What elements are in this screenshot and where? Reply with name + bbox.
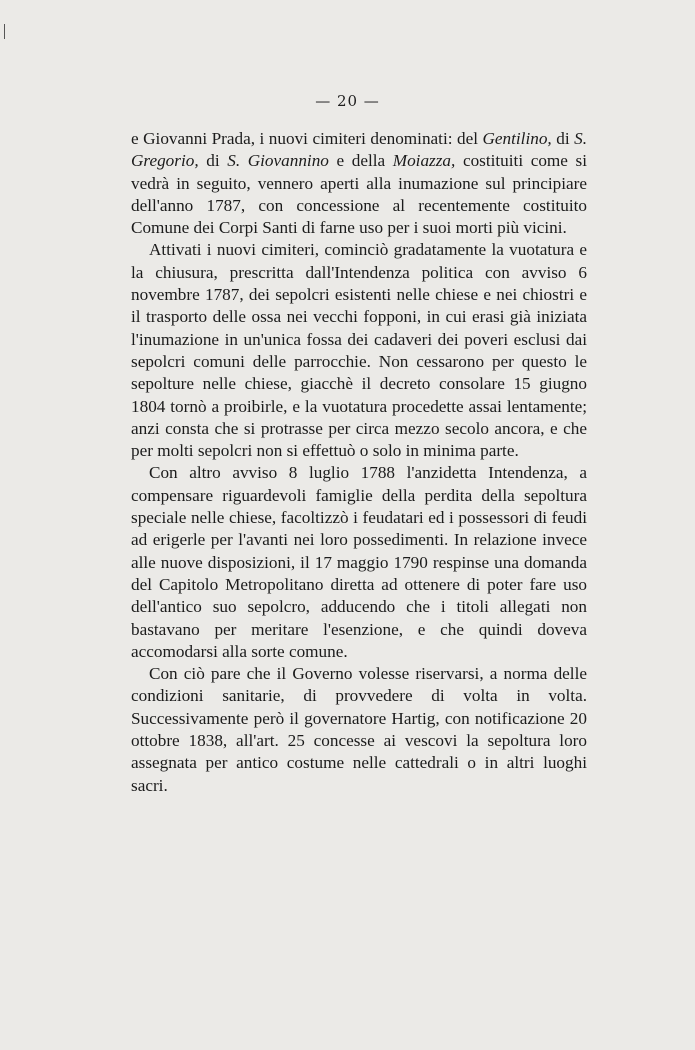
text-run: e della xyxy=(328,151,393,171)
text-run: Con ciò pare che il Governo volesse riservarsi, a norma delle condizioni sanitarie, di provvedere di volta in volta. Successivamente però il governatore Hartig, con notificazione 20 ottobre 1838, all'art. 25 concesse ai vescovi la sepoltura loro assegnata per antico costume nelle cattedrali o in altri luoghi sacri. xyxy=(131,664,587,795)
text-run: e Giovanni Prada, i nuovi cimiteri denominati: del xyxy=(131,129,483,148)
italic-place-name: S. Giovannino xyxy=(227,151,329,171)
text-run: Attivati i nuovi cimiteri, cominciò gradatamente la vuotatura e la chiusura, prescritta dall'Intendenza politica con avviso 6 novembre 1787, dei sepolcri esistenti nelle chiese e nei chiostri e il trasporto delle ossa nei vecchi fopponi, in cui erasi già iniziata l'inumazione in un'unica fossa dei cadaveri dei poveri esclusi dai sepolcri comuni delle parrocchie. Non cessarono per questo le sepolture nelle chiese, giacchè il decreto consolare 15 giugno 1804 tornò a proibirle, e la vuotatura procedette assai lentamente; anzi consta che si protrasse per circa mezzo secolo ancora, e che per molti sepolcri non si effettuò o solo in minima parte. xyxy=(131,240,587,461)
italic-place-name: Moiazza, xyxy=(392,151,456,171)
body-text xyxy=(131,128,587,797)
text-run: costituiti come si vedrà in seguito, vennero aperti alla inumazione sul principiare dell'anno 1787, con concessione al recentemente costituito Comune dei Corpi Santi di farne uso per i suoi morti più vicini. xyxy=(131,151,588,238)
scan-margin-mark xyxy=(4,24,5,39)
italic-place-name: Gentilino, xyxy=(482,129,552,148)
text-run: Con altro avviso 8 luglio 1788 l'anzidetta Intendenza, a compensare riguardevoli famiglie della perdita della sepoltura speciale nelle chiese, facoltizzò i feudatari ed i possessori di feudi ad erigerle per l'avanti nei loro possedimenti. In relazione invece alle nuove disposizioni, il 17 maggio 1790 respinse una domanda del Capitolo Metropolitano diretta ad ottenere di poter fare uso dell'antico suo sepolcro, adducendo che i titoli allegati non bastavano per meritare l'esenzione, e che quindi doveva accomodarsi alla sorte comune. xyxy=(131,463,587,661)
paragraph xyxy=(131,128,587,239)
text-run: di xyxy=(198,151,228,171)
paragraph xyxy=(131,239,587,462)
page-number: — 20 — xyxy=(315,92,380,110)
paragraph xyxy=(131,663,587,797)
text-run: di xyxy=(551,129,575,148)
italic-place-name: S. Gregorio, xyxy=(131,129,587,171)
paragraph xyxy=(131,462,587,663)
